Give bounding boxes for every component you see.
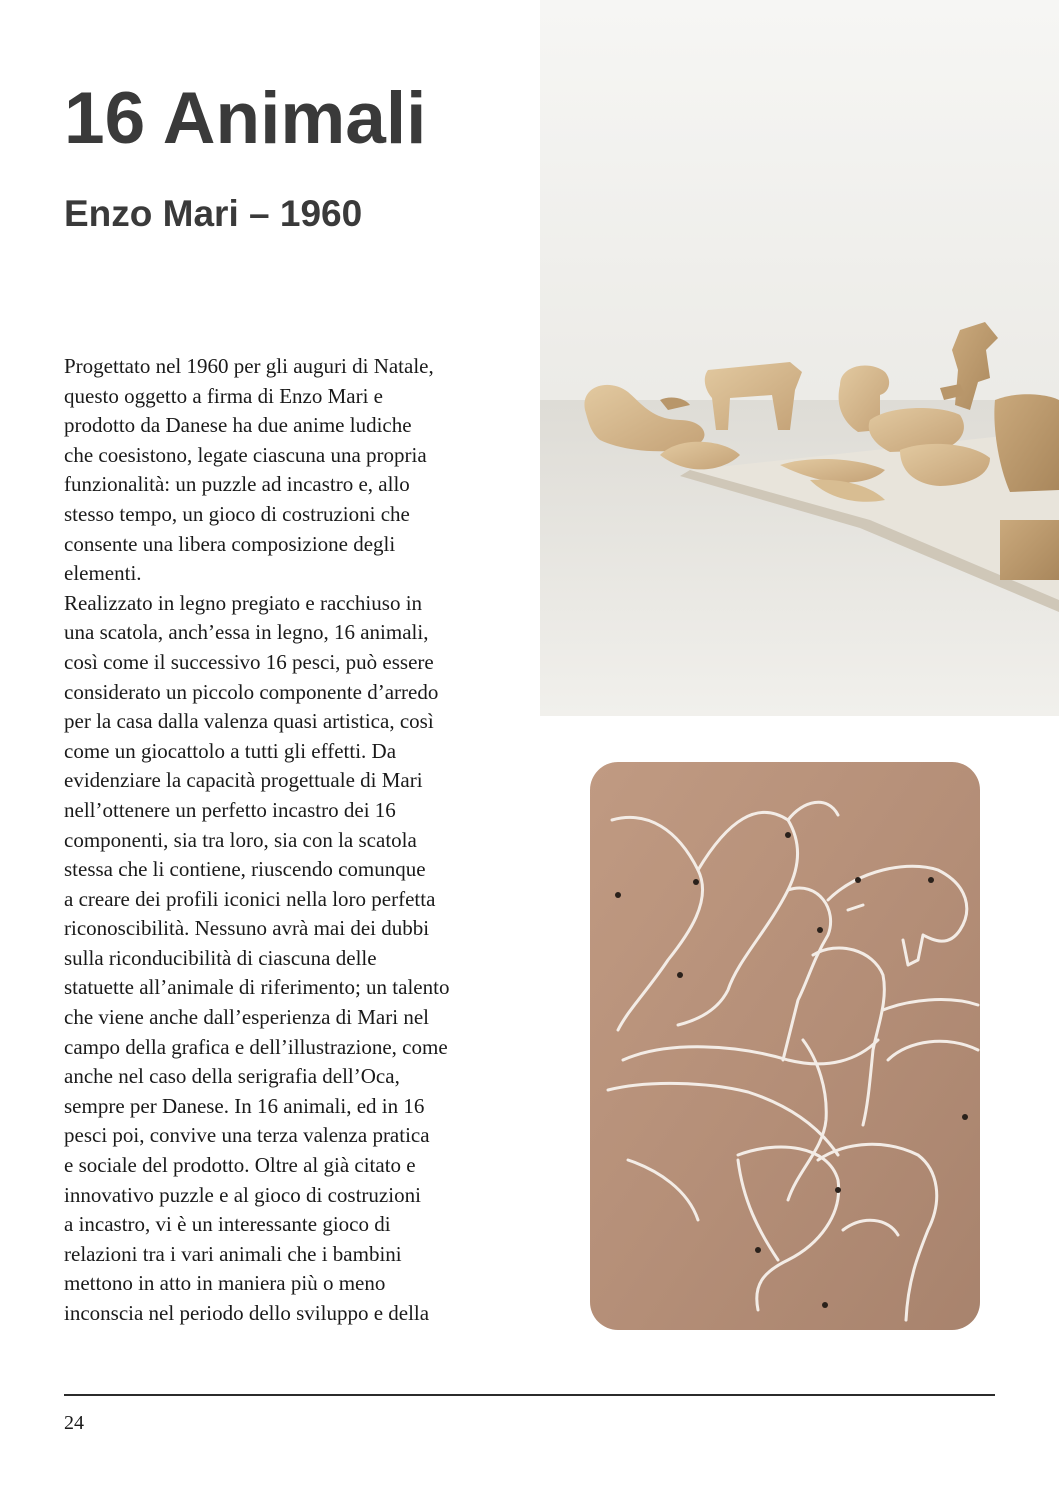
body-line: innovativo puzzle e al gioco di costruzioni <box>64 1182 421 1207</box>
body-line: a creare dei profili iconici nella loro perfetta <box>64 886 436 911</box>
body-line: campo della grafica e dell’illustrazione, come <box>64 1034 448 1059</box>
body-line: come un giocattolo a tutti gli effetti. Da <box>64 738 397 763</box>
body-line: questo oggetto a firma di Enzo Mari e <box>64 383 383 408</box>
body-line: inconscia nel periodo dello sviluppo e della <box>64 1301 430 1325</box>
body-line: sulla riconducibilità di ciascuna delle <box>64 945 377 970</box>
body-line: e sociale del prodotto. Oltre al già citato e <box>64 1153 416 1178</box>
body-line: prodotto da Danese ha due anime ludiche <box>64 413 412 438</box>
page-title: 16 Animali <box>64 78 427 159</box>
body-line: così come il successivo 16 pesci, può essere <box>64 649 434 674</box>
body-line: che viene anche dall’esperienza di Mari nel <box>64 1005 429 1030</box>
body-line: Progettato nel 1960 per gli auguri di Natale, <box>64 354 434 378</box>
body-line: a incastro, vi è un interessante gioco di <box>64 1212 391 1237</box>
page-number: 24 <box>64 1412 84 1434</box>
body-line: riconoscibilità. Nessuno avrà mai dei dubbi <box>64 916 430 941</box>
body-line: evidenziare la capacità progettuale di Mari <box>64 768 423 793</box>
body-line: che coesistono, legate ciascuna una propria <box>64 442 427 467</box>
body-line: considerato un piccolo componente d’arredo <box>64 679 439 704</box>
body-line: consente una libera composizione degli <box>64 531 396 556</box>
body-line: una scatola, anch’essa in legno, 16 animali, <box>64 620 429 645</box>
body-line: elementi. <box>64 561 142 586</box>
wooden-animals-photo <box>540 0 1059 716</box>
body-line: stesso tempo, un gioco di costruzioni che <box>64 501 410 526</box>
body-paragraph <box>64 352 534 1329</box>
body-line: Realizzato in legno pregiato e racchiuso in <box>64 590 423 615</box>
body-line: sempre per Danese. In 16 animali, ed in 16 <box>64 1093 425 1118</box>
body-line: pesci poi, convive una terza valenza pratica <box>64 1123 430 1148</box>
page-subtitle: Enzo Mari – 1960 <box>64 193 363 234</box>
body-line: statuette all’animale di riferimento; un talento <box>64 975 450 1000</box>
body-line: relazioni tra i vari animali che i bambini <box>64 1241 402 1266</box>
body-line: componenti, sia tra loro, sia con la scatola <box>64 827 417 852</box>
body-line: per la casa dalla valenza quasi artistica, così <box>64 709 434 734</box>
body-line: mettono in atto in maniera più o meno <box>64 1271 386 1296</box>
body-line: stessa che li contiene, riuscendo comunque <box>64 857 426 882</box>
footer-divider <box>64 1394 995 1396</box>
body-line: funzionalità: un puzzle ad incastro e, allo <box>64 472 410 497</box>
body-line: anche nel caso della serigrafia dell’Oca, <box>64 1064 400 1089</box>
body-line: nell’ottenere un perfetto incastro dei 16 <box>64 797 396 822</box>
animal-puzzle-photo <box>588 760 1008 1332</box>
